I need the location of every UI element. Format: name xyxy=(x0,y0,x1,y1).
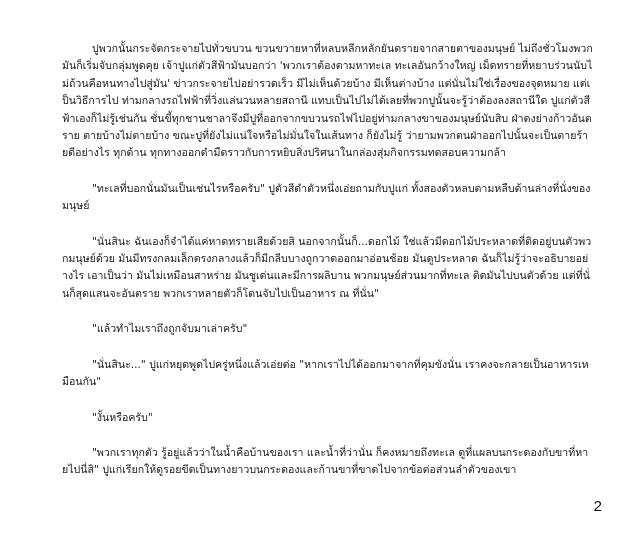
page-number: 2 xyxy=(593,498,602,515)
paragraph-6: "งั้นหรือครับ" xyxy=(92,411,153,424)
paragraph-3: "นั่นสินะ ฉันเองก็จำได้แค่หาดทรายเสียด้วยสิ นอกจากนั้นก็...ดอกไม้ ใช่แล้วมีดอกไม้ประหลาดที่ติดอยู่บนตัวพวกมนุษย์ด้วย มันมีทรงกลมเล็กตรงกลางแล้วก็มีกลีบบางถูกวาดออกมาอ่อนช้อย มันดูประหลาด ฉันก็ไม่รู้ว่าจะอธิบายอย่างไร เอาเป็นว่า มันไม่เหมือนสาหร่าย มันชูเด่นและมีการผลิบาน พวกมนุษย์ส่วนมากที่ทะเล ติดมันไปบนตัวด้วย แต่ที่นั่นก็สุดแสนจะอันตราย พวกเราหลายตัวก็โดนจับไปเป็นอาหาร ณ ที่นั่น" xyxy=(62,235,592,300)
paragraph-1: ปูพวกนั้นกระจัดกระจายไปทั่วขบวน ขวนขวายหาที่หลบหลีกหลักยันตรายจากสายตาของมนุษย์ ไม่ถึงชั่วโมงพวกมันก็เริ่มจับกลุ่มพูดคุย เจ้าปูแก่ตัวสีฟ้ามันบอกว่า 'พวกเราต้องตามหาทะเล ทะเลอันกว้างใหญ่ เม็ดทรายที่หยาบร่วนนับไม่ถ้วนคือหนทางไปสู่มัน' ข่าวกระจายไปอย่ารวดเร็ว มีไม่เห็นด้วยบ้าง มีเห็นต่างบ้าง แต่นั่นไม่ใช่เรื่องของจุดหมาย แต่เป็นวิธีการไป ท่ามกลางรถไฟฟ้าที่วิ่งแล่นวนหลายสถานี แทบเป็นไปไม่ได้เลยที่พวกปูนั้นจะรู้ว่าต้องลงสถานีใด ปูแก่ตัวสีฟ้าเองก็ไม่รู้เช่นกัน ชั่นขี้ทุกชานชาลาจึงมีปูที่ออกจากขบวนรถไฟไปอยู่ท่ามกลางขาของมนุษย์นับสิบ ฝ่าดงย่างก้าวอันตราย ตายบ้างไม่ตายบ้าง ขณะปูที่ยังไม่แน่ใจหรือไม่มั่นใจในเส้นทาง ก็ยังไม่รู้ ว่ายามพวกตนฝ่าออกไปนั้นจะเป็นตายร้ายดีอย่างไร ทุกด้าน ทุกทางออกดำมืดราวกับการหยิบสิ่งปริศนาในกล่องสุ่มกิจกรรมทดสอบความกล้า xyxy=(62,43,593,160)
document-body xyxy=(62,41,593,480)
paragraph-5: "นั่นสินะ..." ปูแก่หยุดพูดไปครู่หนึ่งแล้วเอ่ยต่อ "หากเราไปได้ออกมาจากที่คุมขังนั่น เราคงจะกลายเป็นอาหารเหมือนกัน" xyxy=(62,358,589,389)
paragraph-7: "พวกเราทุกตัว รู้อยู่แล้วว่าในน้ำคือบ้านของเรา และน้ำที่ว่านั่น ก็คงหมายถึงทะเล ดูที่แผลบนกระดองกับขาที่หายไปนี่สิ" ปูแก่เรียกให้ดูรอยขีดเป็นทางยาวบนกระดองและก้านขาที่ขาดไปจากข้อต่อส่วนลำตัวของเขา xyxy=(62,446,589,477)
paragraph-2: "ทะเลที่บอกนั่นมันเป็นเช่นไรหรือครับ" ปูตัวสีดำตัวหนึ่งเอ่ยถามกับปูแก่ ทั้งสองตัวหลบตามหลืบด้านล่างที่นั่งของมนุษย์ xyxy=(62,182,591,213)
paragraph-4: "แล้วทำไมเราถึงถูกจับมาเล่าครับ" xyxy=(92,323,248,336)
